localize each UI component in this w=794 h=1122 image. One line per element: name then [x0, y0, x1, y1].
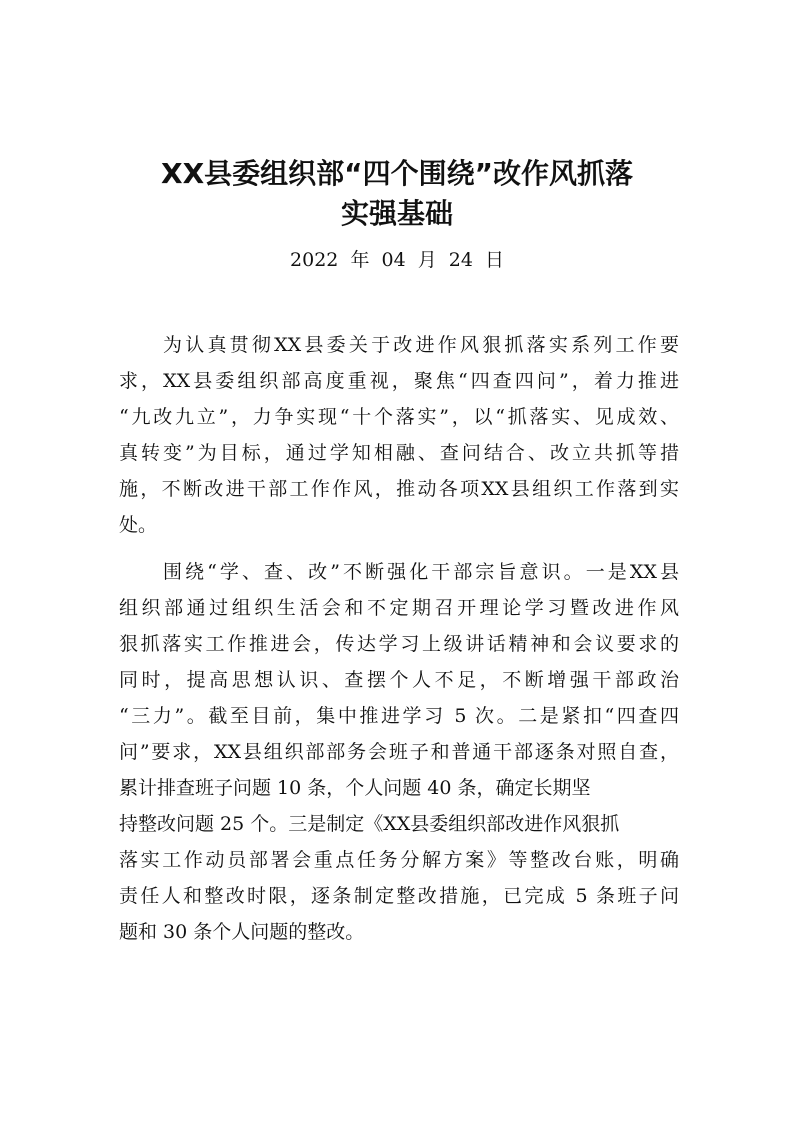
paragraph-2-line: 题和 30 条个人问题的整改。: [119, 921, 365, 943]
paragraph-2-line: “三力”。截至目前，集中推进学习 5 次。二是紧扣“四查四: [119, 705, 679, 727]
paragraph-2-line: 狠抓落实工作推进会，传达学习上级讲话精神和会议要求的: [119, 633, 679, 655]
paragraph-2-line: 同时，提高思想认识、查摆个人不足，不断增强干部政治: [119, 669, 679, 691]
paragraph-2-line: 累计排查班子问题 10 条，个人问题 40 条，确定长期坚: [119, 777, 591, 799]
paragraph-2-line: 围绕“学、查、改”不断强化干部宗旨意识。一是XX县: [163, 561, 679, 583]
paragraph-2-line: 问”要求，XX县组织部部务会班子和普通干部逐条对照自查，: [119, 741, 679, 763]
paragraph-1-line: 处。: [119, 514, 158, 536]
paragraph-1-line: 为认真贯彻XX县委关于改进作风狠抓落实系列工作要: [163, 334, 679, 356]
paragraph-1-line: 求，XX县委组织部高度重视，聚焦“四查四问”，着力推进: [119, 370, 679, 392]
paragraph-1-line: 施，不断改进干部工作作风，推动各项XX县组织工作落到实: [119, 478, 679, 500]
paragraph-2-line: 责任人和整改时限，逐条制定整改措施，已完成 5 条班子问: [119, 885, 679, 907]
paragraph-1-line: 真转变”为目标，通过学知相融、查问结合、改立共抓等措: [119, 442, 679, 464]
document-title-line-1: XX县委组织部“四个围绕”改作风抓落: [161, 157, 633, 190]
document-date: 2022 年 04 月 24 日: [290, 249, 504, 271]
paragraph-2-line: 落实工作动员部署会重点任务分解方案》等整改台账，明确: [119, 849, 679, 871]
paragraph-1-line: “九改九立”，力争实现“十个落实”，以“抓落实、见成效、: [119, 406, 679, 428]
paragraph-2-line: 组织部通过组织生活会和不定期召开理论学习暨改进作风: [119, 597, 679, 619]
document-title-line-2: 实强基础: [340, 197, 453, 230]
paragraph-2-line: 持整改问题 25 个。三是制定《XX县委组织部改进作风狠抓: [119, 813, 620, 835]
